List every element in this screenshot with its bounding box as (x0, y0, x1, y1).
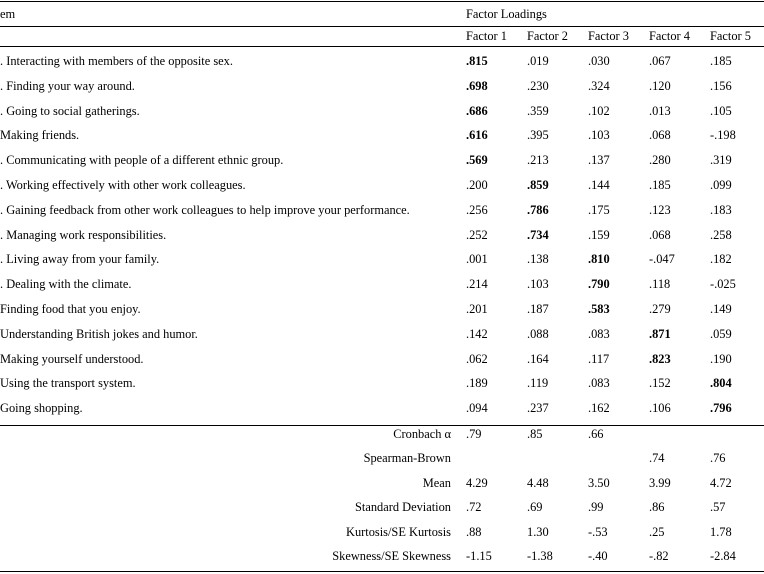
loading-factor-3: .324 (588, 78, 610, 93)
loading-factor-1: .214 (466, 277, 488, 292)
loading-factor-2: .859 (527, 178, 549, 192)
table-top-rule (0, 1, 764, 2)
stat-label: Kurtosis/SE Kurtosis (346, 524, 451, 539)
loading-factor-2: .734 (527, 227, 549, 242)
item-label: Understanding British jokes and humor. (0, 326, 198, 341)
factor-3-header: Factor 3 (588, 29, 629, 43)
loading-factor-4: .120 (649, 78, 671, 93)
loading-factor-5: -.198 (710, 128, 736, 143)
stat-value-factor-3: -.53 (588, 524, 608, 539)
item-column-header: em (0, 7, 16, 21)
loading-factor-1: .201 (466, 302, 488, 316)
loading-factor-5: .319 (710, 153, 732, 168)
stats-divider-rule (0, 425, 764, 426)
loading-factor-2: .395 (527, 128, 549, 143)
loading-factor-2: .187 (527, 302, 549, 316)
loading-factor-5: .185 (710, 54, 732, 68)
factor-4-header: Factor 4 (649, 29, 690, 43)
item-label: . Managing work responsibilities. (0, 227, 167, 242)
loading-factor-1: .001 (466, 252, 488, 267)
loading-factor-1: .200 (466, 178, 488, 192)
loading-factor-5: .183 (710, 202, 732, 217)
stat-label: Spearman-Brown (363, 451, 451, 466)
stat-value-factor-4: .86 (649, 500, 665, 515)
loading-factor-3: .103 (588, 128, 610, 143)
stat-label: Mean (422, 475, 451, 490)
loading-factor-2: .119 (527, 376, 549, 391)
table-bottom-rule (0, 571, 764, 572)
loading-factor-4: .823 (649, 351, 671, 366)
loading-factor-3: .144 (588, 178, 610, 192)
loading-factor-1: .569 (466, 153, 488, 168)
loading-factor-3: .790 (588, 277, 610, 292)
item-label: . Working effectively with other work colleagues. (0, 178, 246, 192)
loading-factor-2: .213 (527, 153, 549, 168)
item-label: . Interacting with members of the opposite sex. (0, 54, 233, 68)
loading-factor-4: .067 (649, 54, 671, 68)
loading-factor-4: .123 (649, 202, 671, 217)
header-rule (0, 26, 764, 27)
loading-factor-4: .106 (649, 401, 671, 416)
stat-label: Standard Deviation (354, 500, 451, 515)
item-label: . Finding your way around. (0, 78, 135, 93)
stat-value-factor-2: 1.30 (527, 524, 549, 539)
stat-label: Skewness/SE Skewness (332, 549, 451, 563)
item-label: Finding food that you enjoy. (0, 302, 141, 316)
subheader-rule (0, 46, 764, 47)
loading-factor-3: .083 (588, 326, 610, 341)
loading-factor-5: .796 (710, 401, 732, 416)
loading-factor-3: .175 (588, 202, 610, 217)
stat-value-factor-4: 3.99 (649, 475, 671, 490)
item-label: Making yourself understood. (0, 351, 144, 366)
loading-factor-3: .159 (588, 227, 610, 242)
loading-factor-1: .815 (466, 54, 488, 68)
loading-factor-5: .059 (710, 326, 732, 341)
loading-factor-2: .359 (527, 103, 549, 118)
factor-5-header: Factor 5 (710, 29, 751, 43)
factor-loadings-header: Factor Loadings (466, 7, 547, 21)
stat-value-factor-5: 4.72 (710, 475, 732, 490)
stat-value-factor-4: .25 (649, 524, 665, 539)
stat-value-factor-1: .88 (466, 524, 482, 539)
loading-factor-2: .138 (527, 252, 549, 267)
loading-factor-1: .698 (466, 78, 488, 93)
stat-value-factor-5: .57 (710, 500, 726, 515)
loading-factor-4: .068 (649, 128, 671, 143)
loading-factor-1: .062 (466, 351, 488, 366)
stat-value-factor-2: .85 (527, 427, 543, 441)
item-label: Going shopping. (0, 401, 83, 416)
loading-factor-3: .117 (588, 351, 610, 366)
factor-2-header: Factor 2 (527, 29, 568, 43)
loading-factor-5: .099 (710, 178, 732, 192)
loading-factor-1: .142 (466, 326, 488, 341)
stat-value-factor-5: -2.84 (710, 549, 736, 563)
loading-factor-4: .013 (649, 103, 671, 118)
loading-factor-3: .810 (588, 252, 610, 267)
loading-factor-3: .137 (588, 153, 610, 168)
loading-factor-3: .030 (588, 54, 610, 68)
loading-factor-5: .105 (710, 103, 732, 118)
loading-factor-4: .118 (649, 277, 671, 292)
loading-factor-5: .149 (710, 302, 732, 316)
stat-value-factor-1: .72 (466, 500, 482, 515)
loading-factor-4: .871 (649, 326, 671, 341)
stat-value-factor-5: 1.78 (710, 524, 732, 539)
factor-1-header: Factor 1 (466, 29, 507, 43)
item-label: Making friends. (0, 128, 80, 143)
loading-factor-5: .258 (710, 227, 732, 242)
loading-factor-2: .088 (527, 326, 549, 341)
loading-factor-2: .164 (527, 351, 549, 366)
loading-factor-3: .083 (588, 376, 610, 391)
stat-value-factor-3: 3.50 (588, 475, 610, 490)
stat-value-factor-2: .69 (527, 500, 543, 515)
item-label: . Living away from your family. (0, 252, 160, 267)
stat-value-factor-3: .66 (588, 427, 604, 441)
stat-value-factor-4: .74 (649, 451, 665, 466)
loading-factor-2: .019 (527, 54, 549, 68)
stat-value-factor-3: -.40 (588, 549, 608, 563)
loading-factor-5: -.025 (710, 277, 736, 292)
stat-value-factor-5: .76 (710, 451, 726, 466)
stat-value-factor-1: 4.29 (466, 475, 488, 490)
stat-value-factor-3: .99 (588, 500, 604, 515)
loading-factor-4: .152 (649, 376, 671, 391)
stat-value-factor-2: 4.48 (527, 475, 549, 490)
loading-factor-3: .102 (588, 103, 610, 118)
loading-factor-3: .162 (588, 401, 610, 416)
loading-factor-1: .616 (466, 128, 488, 143)
loading-factor-1: .252 (466, 227, 488, 242)
loading-factor-4: .280 (649, 153, 671, 168)
loading-factor-4: .185 (649, 178, 671, 192)
loading-factor-2: .230 (527, 78, 549, 93)
stat-value-factor-1: -1.15 (466, 549, 492, 563)
loading-factor-2: .103 (527, 277, 549, 292)
loading-factor-5: .190 (710, 351, 732, 366)
stat-value-factor-4: -.82 (649, 549, 669, 563)
stat-label: Cronbach α (393, 427, 451, 441)
loading-factor-4: .068 (649, 227, 671, 242)
stat-value-factor-2: -1.38 (527, 549, 553, 563)
loading-factor-2: .237 (527, 401, 549, 416)
loading-factor-1: .686 (466, 103, 488, 118)
loading-factor-1: .256 (466, 202, 488, 217)
loading-factor-5: .804 (710, 376, 732, 391)
loading-factor-1: .189 (466, 376, 488, 391)
loading-factor-5: .182 (710, 252, 732, 267)
item-label: Using the transport system. (0, 376, 136, 391)
loading-factor-5: .156 (710, 78, 732, 93)
loading-factor-4: .279 (649, 302, 671, 316)
loading-factor-2: .786 (527, 202, 549, 217)
item-label: . Gaining feedback from other work colleagues to help improve your performance. (0, 202, 410, 217)
item-label: . Dealing with the climate. (0, 277, 132, 292)
stat-value-factor-1: .79 (466, 427, 482, 441)
loading-factor-3: .583 (588, 302, 610, 316)
loading-factor-4: -.047 (649, 252, 675, 267)
item-label: . Going to social gatherings. (0, 103, 140, 118)
item-label: . Communicating with people of a different ethnic group. (0, 153, 284, 168)
loading-factor-1: .094 (466, 401, 488, 416)
